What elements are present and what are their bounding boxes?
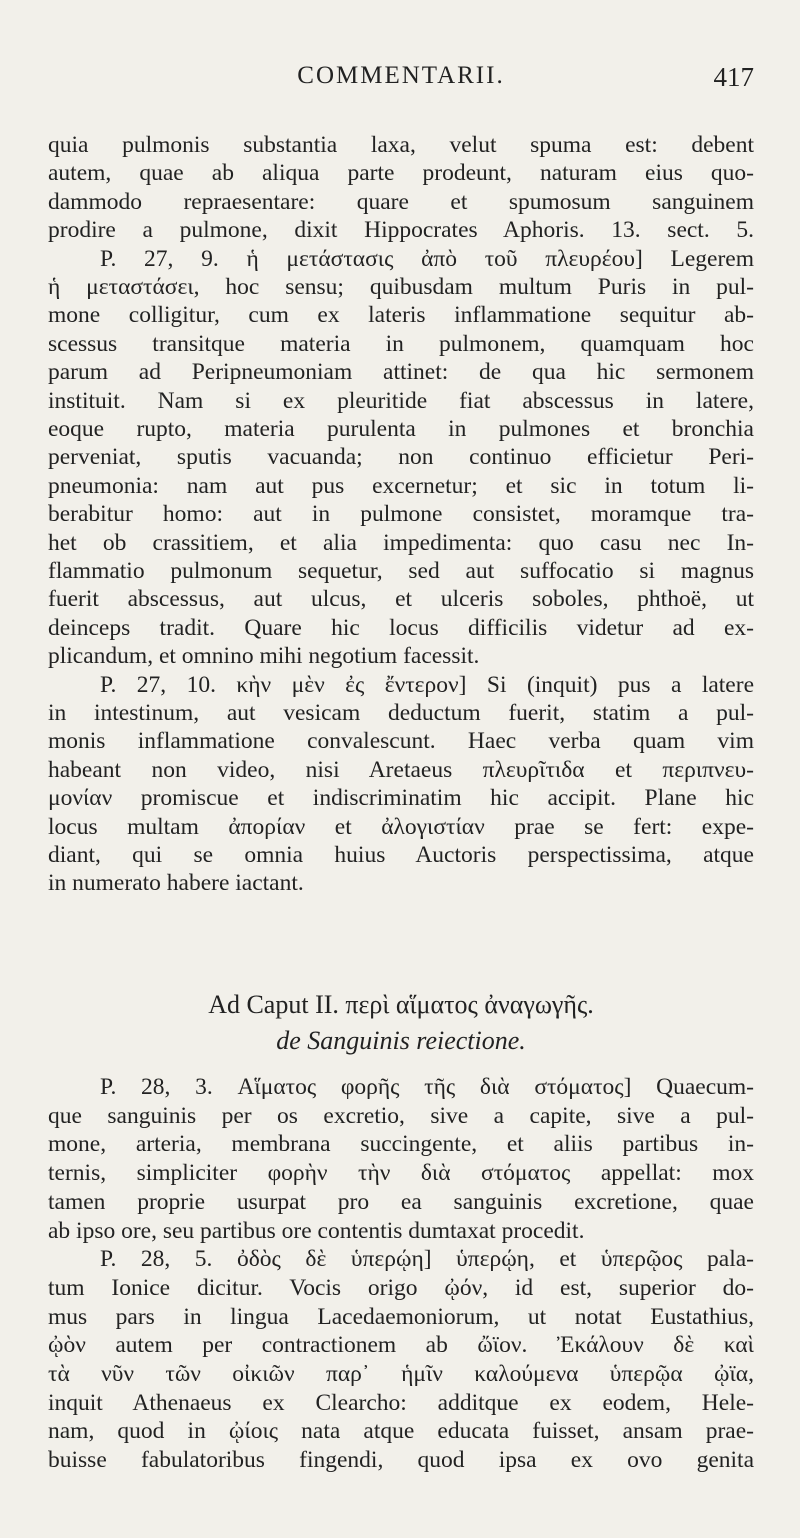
text-line: que sanguinis per os excretio, sive a capite, sive a pul- bbox=[48, 1102, 754, 1129]
text-line: mone, arteria, membrana succingente, et aliis partibus in- bbox=[48, 1131, 754, 1158]
text-line: in numerato habere iactant. bbox=[48, 870, 304, 897]
text-line: parum ad Peripneumoniam attinet: de qua hic sermonem bbox=[48, 359, 754, 386]
text-line: mone colligitur, cum ex lateris inflammatione sequitur ab- bbox=[48, 302, 754, 329]
text-line: buisse fabulatoribus fingendi, quod ipsa ex ovo genita bbox=[48, 1447, 754, 1474]
text-line: ternis, simpliciter φορὴν τὴν διὰ στόματος appellat: mox bbox=[48, 1160, 754, 1187]
text-line: ab ipso ore, seu partibus ore contentis dumtaxat procedit. bbox=[48, 1217, 585, 1244]
text-line: τὰ νῦν τῶν οἰκιῶν παρ᾽ ἡμῖν καλούμενα ὑπερῷα ᾠϊα, bbox=[48, 1361, 754, 1387]
text-line: tum Ionice dicitur. Vocis origo ᾠόν, id est, superior do- bbox=[48, 1274, 754, 1301]
text-line: ᾠὸν autem per contractionem ab ὤϊον. Ἐκάλουν δὲ καὶ bbox=[48, 1332, 754, 1359]
text-line: inquit Athenaeus ex Clearcho: additque ex eodem, Hele- bbox=[48, 1389, 754, 1416]
text-line: autem, quae ab aliqua parte prodeunt, naturam eius quo- bbox=[48, 160, 754, 187]
text-line: ἡ μεταστάσει, hoc sensu; quibusdam multum Puris in pul- bbox=[48, 274, 754, 300]
text-line: pneumonia: nam aut pus excernetur; et sic in totum li- bbox=[48, 472, 754, 499]
text-line: deinceps tradit. Quare hic locus difficilis videtur ad ex- bbox=[48, 614, 754, 641]
text-line: nam, quod in ᾠίοις nata atque educata fuisset, ansam prae- bbox=[48, 1418, 754, 1445]
text-line: P. 27, 9. ἡ μετάστασις ἀπὸ τοῦ πλευρέου] Legerem bbox=[100, 245, 754, 272]
text-line: monis inflammatione convalescunt. Haec verba quam vim bbox=[48, 728, 754, 755]
text-line: scessus transitque materia in pulmonem, quamquam hoc bbox=[48, 330, 754, 357]
text-line: berabitur homo: aut in pulmone consistet, moramque tra- bbox=[48, 501, 754, 528]
text-line: instituit. Nam si ex pleuritide fiat abscessus in latere, bbox=[48, 387, 754, 414]
chapter-subheading: de Sanguinis reiectione. bbox=[276, 1026, 526, 1055]
text-line: μονίαν promiscue et indiscriminatim hic accipit. Plane hic bbox=[48, 785, 754, 812]
text-line: in intestinum, aut vesicam deductum fuerit, statim a pul- bbox=[48, 700, 754, 726]
text-line: flammatio pulmonum sequetur, sed aut suffocatio si magnus bbox=[48, 558, 754, 584]
text-line: fuerit abscessus, aut ulcus, et ulceris soboles, phthoë, ut bbox=[48, 586, 754, 613]
text-line: tamen proprie usurpat pro ea sanguinis excretione, quae bbox=[48, 1188, 754, 1215]
text-line: mus pars in lingua Lacedaemoniorum, ut notat Eustathius, bbox=[48, 1303, 754, 1330]
page-number: 417 bbox=[713, 62, 754, 92]
text-line: prodire a pulmone, dixit Hippocrates Aphoris. 13. sect. 5. bbox=[48, 217, 754, 244]
text-line: habeant non video, nisi Aretaeus πλευρῖτιδα et περιπνευ- bbox=[48, 756, 754, 783]
running-head bbox=[48, 62, 754, 102]
text-line: dammodo repraesentare: quare et spumosum sanguinem bbox=[48, 188, 754, 215]
text-line: eoque rupto, materia purulenta in pulmones et bronchia bbox=[48, 416, 754, 442]
text-line: diant, qui se omnia huius Auctoris perspectissima, atque bbox=[48, 842, 754, 868]
text-line: quia pulmonis substantia laxa, velut spuma est: debent bbox=[48, 132, 754, 158]
text-line: locus multam ἀπορίαν et ἀλογιστίαν prae se fert: expe- bbox=[48, 813, 754, 840]
text-line: P. 28, 3. Αἵματος φορῆς τῆς διὰ στόματος] Quaecum- bbox=[100, 1074, 754, 1100]
text-line: plicandum, et omnino mihi negotium facessit. bbox=[48, 643, 480, 670]
text-line: het ob crassitiem, et alia impedimenta: quo casu nec In- bbox=[48, 529, 754, 556]
running-title: COMMENTARII. bbox=[297, 62, 505, 89]
chapter-heading: Ad Caput II. περὶ αἵματος ἀναγωγῆς. bbox=[208, 990, 594, 1019]
text-line: P. 27, 10. κὴν μὲν ἐς ἔντερον] Si (inquit) pus a latere bbox=[100, 671, 754, 698]
text-line: P. 28, 5. ὀδὸς δὲ ὑπερῴη] ὑπερῴη, et ὑπερῷος pala- bbox=[100, 1246, 754, 1273]
text-line: perveniat, sputis vacuanda; non continuo efficietur Peri- bbox=[48, 444, 754, 471]
